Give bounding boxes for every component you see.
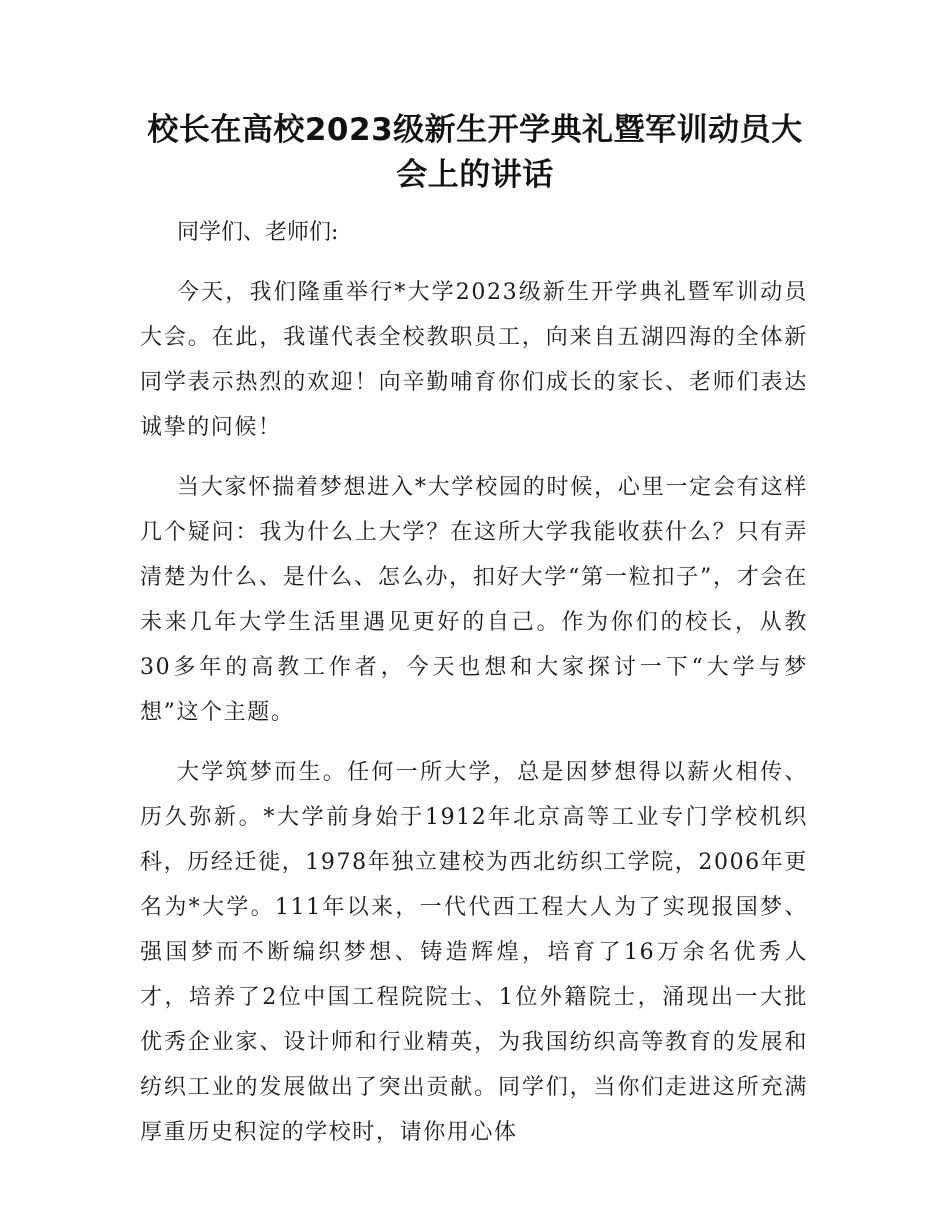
paragraph-questions: 当大家怀揣着梦想进入*大学校园的时候，心里一定会有这样几个疑问：我为什么上大学？在这所大学我能收获什么？只有弄清楚为什么、是什么、怎么办，扣好大学“第一粒扣子”，才会在未来几年大学生活里遇见更好的自己。作为你们的校长，从教30多年的高教工作者，今天也想和大家探讨一下“大学与梦想”这个主题。 — [140, 475, 808, 725]
paragraph-welcome: 今天，我们隆重举行*大学2023级新生开学典礼暨军训动员大会。在此，我谨代表全校教职员工，向来自五湖四海的全体新同学表示热烈的欢迎！向辛勤哺育你们成长的家长、老师们表达诚挚的问候！ — [140, 280, 808, 440]
paragraph-history: 大学筑梦而生。任何一所大学，总是因梦想得以薪火相传、历久弥新。*大学前身始于1912年北京高等工业专门学校机织科，历经迁徙，1978年独立建校为西北纺织工学院，2006年更名为*大学。111年以来，一代代西工程大人为了实现报国梦、强国梦而不断编织梦想、铸造辉煌，培育了16万余名优秀人才，培养了2位中国工程院院士、1位外籍院士，涌现出一大批优秀企业家、设计师和行业精英，为我国纺织高等教育的发展和纺织工业的发展做出了突出贡献。同学们，当你们走进这所充满厚重历史积淀的学校时，请你用心体 — [140, 760, 808, 1145]
salutation: 同学们、老师们: — [177, 220, 339, 245]
document-body — [140, 210, 808, 1170]
document-title: 校长在高校2023级新生开学典礼暨军训动员大会上的讲话 — [147, 112, 803, 193]
